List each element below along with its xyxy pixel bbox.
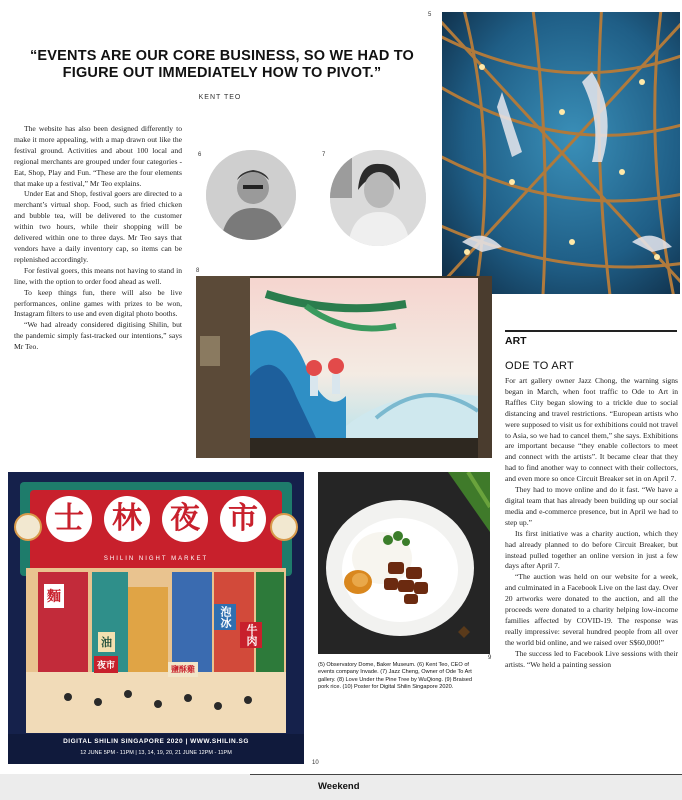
left-article-column: [14, 124, 182, 353]
paragraph: “The auction was held on our website for a week, and culminated in a Facebook Live on the last day. Over 20 artworks were donated to the auction, and all the proceeds were donated to a charity helping low-income families affected by COVID-19. The response was really impressive: several hundred people from all over the world bid online, and we raised over S$60,000!”: [505, 572, 678, 647]
paragraph: Its first initiative was a charity auction, which they had already planned to do before Circuit Breaker, but instead pulled together an online version in just a few days after April 7.: [505, 528, 678, 571]
photo-captions: (5) Observatory Dome, Baker Museum. (6) Kent Teo, CEO of events company Invade. (7) Jazz Cheng, Owner of Ode To Art gallery. (8) Love Under the Pine Tree by WuQiong. (9) Braised pork rice. (10) Poster for Digital Shilin Singapore 2020.: [318, 662, 473, 691]
paragraph: “We had already considered digitising Shilin, but the pandemic simply fast-tracked our intentions,” says Mr Teo.: [14, 320, 182, 352]
portrait-illustration: [206, 150, 296, 240]
paragraph: The success led to Facebook Live sessions with their artists. “We held a painting session: [505, 648, 678, 669]
poster-sign: 牛肉: [240, 622, 262, 648]
jazz-chong-portrait: [330, 150, 426, 246]
section-label-art: ART: [505, 330, 677, 347]
pull-quote: “EVENTS ARE OUR CORE BUSINESS, SO WE HAD TO FIGURE OUT IMMEDIATELY HOW TO PIVOT.”: [29, 48, 415, 81]
paragraph: The website has also been designed differently to make it more appealing, with a map drawn out like the festival ground. Activities and about 100 local and regional merchants are grouped under four categories - Eat, Shop, Play and Fun. “These are the four elements that make up a festival,” Mr Teo explains.: [14, 124, 182, 188]
kent-teo-portrait: [206, 150, 296, 240]
poster-footer-line1: DIGITAL SHILIN SINGAPORE 2020 | WWW.SHILIN.SG: [63, 738, 249, 745]
poster-sign: 夜市: [94, 656, 118, 673]
paragraph: For festival goers, this means not having to stand in line, with the option to order food ahead as well.: [14, 265, 182, 286]
food-illustration: [318, 472, 490, 654]
portrait-illustration: [330, 150, 426, 246]
poster-sign: 泡冰: [214, 604, 236, 630]
page-label-9: 9: [488, 655, 492, 661]
paragraph: Under Eat and Shop, festival goers are directed to a merchant’s virtual shop. Food, such as fried chicken and bubble tea, will be delivered to the customer within two hours, while their shopping will be delivered within one to three days. Mr Teo says that vendors have a daily inventory cap, so items can be replenished accordingly.: [14, 189, 182, 264]
poster-sign: 鹽酥雞: [168, 662, 198, 677]
digital-shilin-poster: [8, 472, 304, 764]
weekend-logo: Weekend: [318, 781, 360, 792]
poster-char: 市: [220, 496, 266, 542]
paragraph: They had to move online and do it fast. “We have a digital team that has already been building up our social media and e-commerce presence, but in April we had to step up.”: [505, 485, 678, 527]
braised-pork-rice-photo: [318, 472, 490, 654]
poster-char: 林: [104, 496, 150, 542]
page-label-10: 10: [312, 760, 319, 766]
poster-char: 夜: [162, 496, 208, 542]
poster-title: [46, 496, 266, 542]
paragraph: To keep things fun, there will also be live performances, online games with prizes to be won, Instagram filters to use and even digital photo booths.: [14, 287, 182, 319]
painting-illustration: [196, 276, 492, 458]
poster-footer-line2: 12 JUNE 5PM - 11PM | 13, 14, 19, 20, 21 JUNE 12PM - 11PM: [80, 750, 232, 756]
page-label-7: 7: [322, 152, 326, 158]
poster-sign: 麵: [44, 584, 64, 608]
dome-illustration: [442, 12, 680, 294]
paragraph: For art gallery owner Jazz Chong, the warning signs began in March, when foot traffic to Ode to Art in Raffles City began slowing to a trickle due to social distancing and travel restrictions. “European artists who were supposed to visit us for exhibitions could not travel to Asia, so we had to cancel them,” she says. Exhibitions are important because “they enable collectors to meet and connect with the artists”. It became clear that they had to find another way to connect with their collectors, and even more so once Circuit Breaker set in on April 7.: [505, 376, 678, 484]
art-article-column: [505, 376, 678, 670]
poster-char: 士: [46, 496, 92, 542]
art-headline: ODE TO ART: [505, 360, 575, 372]
page-label-6: 6: [198, 152, 202, 158]
page-label-8: 8: [196, 268, 200, 274]
page-label-5: 5: [428, 12, 432, 18]
footer-rule: [250, 774, 682, 775]
love-under-pine-tree-painting: [196, 276, 492, 458]
poster-sign: 油: [98, 632, 115, 652]
observatory-dome-photo: [442, 12, 680, 294]
quote-attribution: KENT TEO: [198, 94, 242, 101]
poster-subtitle: SHILIN NIGHT MARKET: [103, 556, 209, 562]
